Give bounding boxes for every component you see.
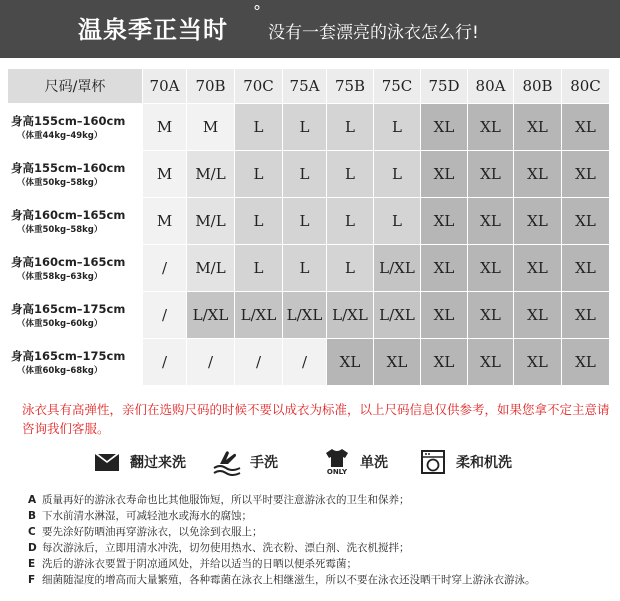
size-cell: L — [327, 151, 374, 198]
care-tips-list — [28, 492, 614, 588]
washing-machine-icon — [418, 447, 448, 477]
size-cell: L — [283, 198, 327, 245]
tshirt-icon — [322, 447, 352, 477]
size-cell: XL — [421, 151, 468, 198]
size-cell: L — [235, 245, 283, 292]
care-label: 柔和机洗 — [456, 455, 512, 471]
size-cell: L — [374, 151, 421, 198]
size-cell: / — [235, 339, 283, 386]
row-height: 身高160cm–165cm — [11, 255, 126, 269]
size-cell: L/XL — [235, 292, 283, 339]
banner-title: 温泉季正当时 — [78, 16, 228, 44]
size-cell: XL — [514, 104, 562, 151]
size-cell: / — [143, 339, 187, 386]
size-cell: XL — [327, 339, 374, 386]
size-cell: XL — [468, 104, 514, 151]
header-70a: 70A — [143, 69, 187, 104]
care-instructions-bar — [0, 443, 620, 483]
care-item-hand-wash — [212, 447, 278, 477]
size-cell: XL — [421, 245, 468, 292]
size-cell: L/XL — [374, 292, 421, 339]
header-70b: 70B — [187, 69, 235, 104]
tip-letter: C — [28, 526, 36, 538]
size-cell: XL — [514, 151, 562, 198]
size-cell: L/XL — [283, 292, 327, 339]
table-row — [8, 292, 610, 339]
tip-text: 每次游泳后，立即用清水冲洗，切勿使用热水、洗衣粉、漂白剂、洗衣机搅拌； — [42, 542, 410, 554]
size-cell: XL — [468, 292, 514, 339]
size-cell: L — [327, 104, 374, 151]
tip-letter: E — [28, 558, 36, 570]
tip-text: 洗后的游泳衣要置于阴凉通风处，并给以适当的日晒以便杀死霉菌； — [42, 558, 357, 570]
size-cell: XL — [421, 104, 468, 151]
tip-text: 要先涂好防晒油再穿游泳衣，以免涂到衣服上； — [42, 526, 263, 538]
size-cell: XL — [514, 245, 562, 292]
header-75c: 75C — [374, 69, 421, 104]
size-notice: 泳衣具有高弹性，亲们在选购尺码的时候不要以成衣为标准，以上尺码信息仅供参考，如果您拿不定主意请咨询我们客服。 — [22, 402, 610, 436]
size-cell: L/XL — [187, 292, 235, 339]
header-75b: 75B — [327, 69, 374, 104]
size-cell: L — [374, 104, 421, 151]
list-item — [28, 508, 614, 524]
tip-letter: A — [28, 494, 37, 506]
size-cell: XL — [562, 245, 610, 292]
header-corner: 尺码/罩杯 — [8, 69, 143, 104]
row-weight: （体重50kg–58kg） — [17, 225, 103, 235]
row-height: 身高165cm–175cm — [11, 302, 126, 316]
size-cell: M — [143, 151, 187, 198]
row-label — [8, 339, 143, 386]
size-cell: XL — [562, 104, 610, 151]
header-70c: 70C — [235, 69, 283, 104]
header-80b: 80B — [514, 69, 562, 104]
header-75d: 75D — [421, 69, 468, 104]
list-item — [28, 540, 614, 556]
row-height: 身高155cm–160cm — [11, 114, 126, 128]
size-cell: L — [235, 151, 283, 198]
size-cell: M/L — [187, 198, 235, 245]
banner-subtitle: 没有一套漂亮的泳衣怎么行! — [268, 23, 479, 43]
care-label: 单洗 — [360, 455, 388, 471]
care-item-inside-out — [92, 447, 186, 477]
size-cell: XL — [562, 339, 610, 386]
row-label — [8, 245, 143, 292]
row-label — [8, 104, 143, 151]
size-cell: XL — [514, 292, 562, 339]
care-item-wash-separately — [322, 447, 388, 477]
care-item-gentle-machine — [418, 447, 512, 477]
size-cell: XL — [374, 339, 421, 386]
size-cell: / — [143, 245, 187, 292]
tip-letter: F — [28, 574, 36, 586]
care-label: 翻过来洗 — [130, 455, 186, 471]
size-cell: L — [235, 198, 283, 245]
size-cell: L — [283, 104, 327, 151]
size-cell: XL — [468, 339, 514, 386]
size-cell: XL — [562, 151, 610, 198]
row-label — [8, 292, 143, 339]
size-cell: M/L — [187, 151, 235, 198]
header-80c: 80C — [562, 69, 610, 104]
row-label — [8, 151, 143, 198]
row-weight: （体重50kg–60kg） — [17, 319, 103, 329]
size-cell: XL — [421, 339, 468, 386]
list-item — [28, 572, 614, 588]
hand-wash-icon — [212, 447, 242, 477]
table-row — [8, 104, 610, 151]
header-row — [8, 69, 610, 104]
size-cell: L — [283, 151, 327, 198]
size-cell: / — [143, 292, 187, 339]
size-cell: XL — [468, 245, 514, 292]
row-weight: （体重50kg–58kg） — [17, 178, 103, 188]
tip-letter: B — [28, 510, 37, 522]
size-cell: M — [187, 104, 235, 151]
size-cell: L — [327, 245, 374, 292]
list-item — [28, 556, 614, 572]
table-row — [8, 198, 610, 245]
only-text: ONLY — [326, 468, 348, 476]
size-cell: L — [283, 245, 327, 292]
size-cell: L — [235, 104, 283, 151]
row-weight: （体重58kg–63kg） — [17, 272, 103, 282]
row-height: 身高155cm–160cm — [11, 161, 126, 175]
tip-text: 质量再好的游泳衣寿命也比其他服饰短，所以平时要注意游泳衣的卫生和保养； — [42, 494, 410, 506]
table-row — [8, 151, 610, 198]
row-weight: （体重60kg–68kg） — [17, 366, 103, 376]
table-row — [8, 245, 610, 292]
size-cell: XL — [562, 198, 610, 245]
size-cell: M/L — [187, 245, 235, 292]
list-item — [28, 524, 614, 540]
table-row — [8, 339, 610, 386]
degree-mark: ° — [253, 2, 261, 21]
size-cell: XL — [562, 292, 610, 339]
size-cell: L — [327, 198, 374, 245]
size-cell: / — [283, 339, 327, 386]
size-cell: XL — [421, 292, 468, 339]
row-label — [8, 198, 143, 245]
row-height: 身高160cm–165cm — [11, 208, 126, 222]
size-cell: L/XL — [374, 245, 421, 292]
tip-text: 下水前清水淋湿，可减轻池水或海水的腐蚀； — [42, 510, 252, 522]
list-item — [28, 492, 614, 508]
size-cell: M — [143, 198, 187, 245]
size-chart-table — [7, 68, 610, 386]
header-80a: 80A — [468, 69, 514, 104]
inside-out-wash-icon — [92, 447, 122, 477]
title-banner — [0, 0, 620, 58]
size-cell: L — [374, 198, 421, 245]
size-cell: XL — [468, 151, 514, 198]
size-cell: XL — [468, 198, 514, 245]
size-cell: L/XL — [327, 292, 374, 339]
header-75a: 75A — [283, 69, 327, 104]
row-height: 身高165cm–175cm — [11, 349, 126, 363]
size-cell: XL — [514, 198, 562, 245]
care-label: 手洗 — [250, 455, 278, 471]
size-cell: XL — [514, 339, 562, 386]
size-cell: XL — [421, 198, 468, 245]
size-cell: M — [143, 104, 187, 151]
row-weight: （体重44kg–49kg） — [17, 131, 103, 141]
tip-letter: D — [28, 542, 37, 554]
tip-text: 细菌随湿度的增高而大量繁殖，各种霉菌在泳衣上相继滋生，所以不要在泳衣还没晒干时穿上游泳衣游泳。 — [42, 574, 536, 586]
size-cell: / — [187, 339, 235, 386]
